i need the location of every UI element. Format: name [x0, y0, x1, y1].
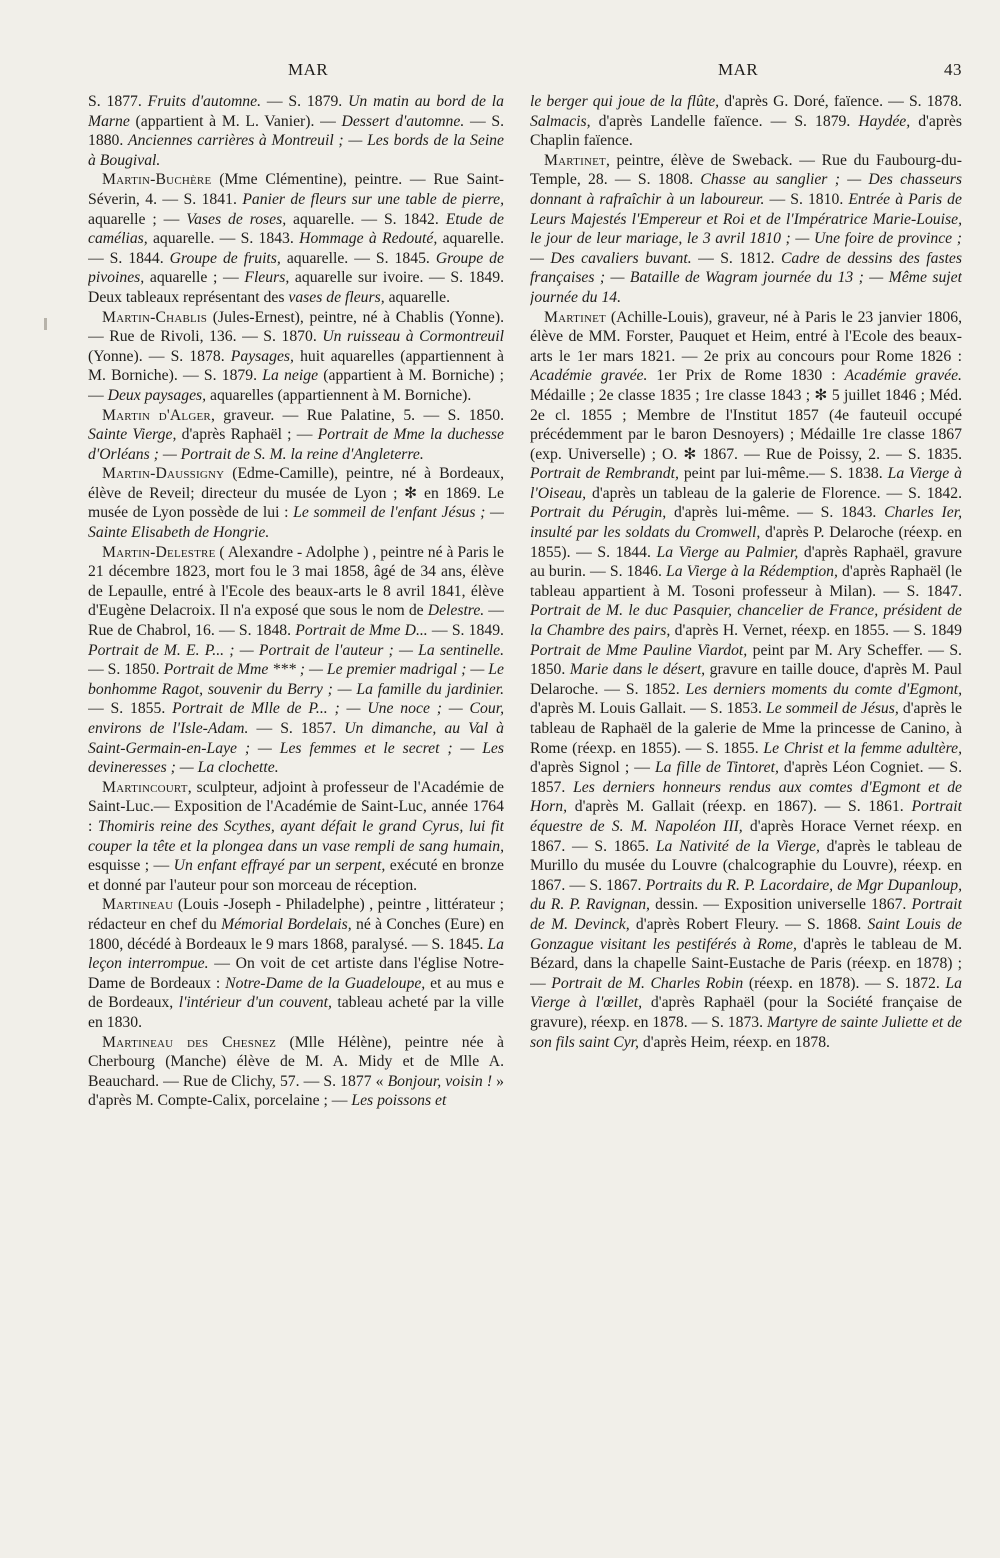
artwork-title: Notre-Dame de la Guadeloupe,	[225, 974, 426, 992]
entry-text: esquisse ; —	[88, 857, 174, 875]
entry-name: Martinet	[544, 151, 606, 169]
entry-name: Martincourt	[102, 778, 188, 796]
entry-text: , peintre, élève de Sweback. — Rue du Faubourg-du-Temple, 28. — S. 1808.	[530, 151, 962, 189]
entry-text: d'après Raphaël, gravure au burin. — S. 1846.	[530, 543, 962, 581]
artwork-title: Entrée à Paris de Leurs Majestés l'Empereur et Roi et de l'Impératrice Marie-Louise, le jour de leur mariage, le 3 avril 1810 ; — Une foire de province ; — Des cavaliers buvant.	[530, 190, 962, 267]
entry-name: Martin-Daussigny	[102, 465, 225, 483]
entry-text: d'après H. Vernet, réexp. en 1855. — S. 1849	[670, 622, 962, 640]
artwork-title: Panier de fleurs sur une table de pierre,	[242, 190, 504, 208]
entry-text: aquarelle sur ivoire. — S. 1849. Deux tableaux représentant des	[88, 269, 504, 306]
entry-text: (Achille-Louis), graveur, né à Paris le 23 janvier 1806, élève de MM. Forster, Pauquet et Heim, entré à l'Ecole des beaux-arts le 1er mars 1821. — 2e prix au concours pour Rome 1826 :	[530, 308, 962, 365]
artwork-title: Portrait de Rembrandt,	[530, 465, 679, 483]
entry-text: d'après Chaplin faïence.	[530, 112, 962, 150]
artwork-title: Portraits du R. P. Lacordaire, de Mgr Dupanloup, du R. P. Ravignan,	[530, 876, 962, 914]
artwork-title: La Vierge au Palmier,	[656, 543, 799, 561]
left-running-head: MAR	[288, 60, 329, 79]
entry-text: peint par lui-même.— S. 1838.	[678, 465, 888, 483]
entry-paragraph	[88, 1033, 504, 1111]
artwork-title: Portrait de Mme la duchesse d'Orléans ; — Portrait de S. M. la reine d'Angleterre.	[88, 426, 504, 463]
entry-text: d'après M. Louis Gallait. — S. 1853.	[530, 700, 766, 718]
entry-text: aquarelle. — S. 1845.	[280, 249, 436, 267]
entry-text: — S. 1812.	[691, 249, 781, 267]
artwork-title: Un dimanche, au Val à Saint-Germain-en-Laye ; — Les femmes et le secret ; — Les devineresses ; — La clochette.	[88, 720, 504, 777]
entry-name: Martin d'Alger	[102, 406, 211, 424]
entry-text: d'après Landelle faïence. — S. 1879.	[590, 112, 859, 130]
entry-text: 1er Prix de Rome 1830 :	[647, 367, 845, 385]
artwork-title: Fleurs,	[244, 269, 290, 287]
entry-text: — S. 1810.	[764, 190, 849, 208]
artwork-title: Delestre.	[427, 602, 485, 620]
artwork-title: Etude de camélias,	[88, 210, 504, 248]
artwork-title: Groupe de fruits,	[169, 249, 281, 267]
entry-text: (Mlle Hélène), peintre née à Cherbourg (Manche) élève de M. A. Midy et de Mlle A. Beauchard. — Rue de Clichy, 57. — S. 1877 «	[88, 1033, 504, 1090]
entry-text: d'après Robert Fleury. — S. 1868.	[629, 915, 868, 933]
entry-text: (Mme Clémentine), peintre. — Rue Saint-Séverin, 4. — S. 1841.	[88, 171, 504, 208]
artwork-title: La Nativité de la Vierge,	[655, 837, 820, 855]
artwork-title: Le sommeil de Jésus,	[765, 700, 899, 718]
artwork-title: Chasse au sanglier ; — Des chasseurs donnant à rafraîchir à un laboureur.	[530, 171, 962, 208]
entry-text: exécuté en bronze et donné par l'auteur pour son morceau de réception.	[88, 857, 504, 894]
entry-text: d'après G. Doré, faïence. — S. 1878.	[719, 93, 962, 110]
artwork-title: Portrait de Mme D...	[295, 622, 428, 640]
artwork-title: Portrait de M. Charles Robin	[551, 974, 744, 992]
entry-text: — S. 1849.	[427, 622, 504, 640]
artwork-title: Deux paysages,	[107, 386, 207, 404]
artwork-title: Un ruisseau à Cormontreuil	[322, 328, 504, 346]
artwork-title: Les derniers moments du comte d'Egmont,	[685, 680, 962, 698]
artwork-title: Portrait de Mme *** ; — Le premier madrigal ; — Le bonhomme Ragot, souvenir du Berry ; — La famille du jardinier.	[88, 661, 504, 698]
artwork-title: le berger qui joue de la flûte,	[530, 93, 720, 110]
artwork-title: Vases de roses,	[186, 210, 287, 228]
entry-text: (Yonne). — S. 1878.	[88, 347, 231, 365]
artwork-title: Haydée,	[858, 112, 911, 130]
artwork-title: Un matin au bord de la Marne	[88, 93, 504, 130]
entry-paragraph	[88, 92, 504, 170]
entry-paragraph	[88, 778, 504, 896]
artwork-title: Bonjour, voisin !	[387, 1072, 493, 1090]
entry-text: ( Alexandre - Adolphe ) , peintre né à Paris le 21 décembre 1823, mort fou le 3 mai 1858, âgé de 34 ans, élève de Lepaulle, entré à l'Ecole des beaux-arts le 8 avril 1841, élève d'Eugène Delacroix. Il n'a exposé que sous le nom de	[88, 543, 504, 620]
artwork-title: Portrait de Mme Pauline Viardot,	[530, 641, 748, 659]
artwork-title: vases de fleurs,	[288, 288, 385, 306]
entry-text: aquarelle.	[384, 288, 450, 306]
entry-name: Martineau des Chesnez	[102, 1033, 277, 1051]
artwork-title: Le sommeil de l'enfant Jésus ; — Sainte Elisabeth de Hongrie.	[88, 504, 504, 542]
entry-text: d'après Léon Cogniet. — S. 1857.	[530, 759, 962, 796]
right-running-head: MAR	[718, 60, 759, 79]
entry-text: aquarelle. — S. 1844.	[88, 230, 504, 267]
entry-text: aquarelle. — S. 1842.	[286, 210, 446, 228]
entry-text: (réexp. en 1878). — S. 1872.	[743, 974, 946, 992]
artwork-title: Paysages,	[230, 347, 294, 365]
entry-text: — S. 1850.	[88, 661, 164, 679]
entry-text: Médaille ; 2e classe 1835 ; 1re classe 1843 ; ✻ 5 juillet 1846 ; Méd. 2e cl. 1855 ; Membre de l'Institut 1857 (4e fauteuil occupé précédemment par le baron Desnoyers) ; Médaille 1re classe 1867 (exp. Universelle) ; O. ✻ 1867. — Rue de Poissy, 2. — S. 1835.	[530, 386, 962, 463]
artwork-title: Le Christ et la femme adultère,	[763, 739, 962, 757]
artwork-title: La leçon interrompue.	[88, 935, 504, 973]
artwork-title: Portrait de M. E. P... ; — Portrait de l'auteur ; — La sentinelle.	[88, 641, 504, 659]
entry-text: » d'après M. Compte-Calix, porcelaine ; —	[88, 1072, 504, 1110]
artwork-title: Un enfant effrayé par un serpent,	[173, 857, 386, 875]
entry-text: aquarelle. — S. 1843.	[147, 230, 300, 248]
artwork-title: Cadre de dessins des fastes françaises ; — Bataille de Wagram journée du 13 ; — Même sujet journée du 14.	[530, 249, 962, 306]
entry-text: — S. 1879.	[261, 93, 349, 110]
artwork-title: Portrait de M. Devinck,	[530, 896, 962, 933]
entry-text: , sculpteur, adjoint à professeur de l'Académie de Saint-Luc.— Exposition de l'Académie de Saint-Luc, année 1764 :	[88, 778, 504, 835]
entry-text: (appartient à M. Borniche) ; —	[88, 367, 504, 404]
artwork-title: Les poissons et	[351, 1092, 447, 1110]
entry-text: et au mus e de Bordeaux,	[88, 974, 504, 1012]
artwork-title: Charles Ier, insulté par les soldats du Cromwell,	[530, 504, 962, 542]
artwork-title: Marie dans le désert,	[569, 661, 706, 679]
entry-text: d'après M. Gallait (réexp. en 1867). — S. 1861.	[567, 798, 912, 816]
page-number: 43	[944, 60, 962, 79]
artwork-title: Saint Louis de Gonzague visitant les pestiférés à Rome,	[530, 915, 962, 953]
right-column	[530, 92, 962, 1522]
entry-text: d'après Raphaël (pour la Société française de gravure), réexp. en 1878. — S. 1873.	[530, 994, 962, 1031]
margin-mark	[44, 318, 47, 330]
artwork-title: La Vierge à l'Oiseau,	[530, 465, 962, 502]
artwork-title: La Vierge à l'œillet,	[530, 974, 962, 1012]
entry-text: (Edme-Camille), peintre, né à Bordeaux, élève de Reveil; directeur du musée de Lyon ; ✻ en 1869. Le musée de Lyon possède de lui :	[88, 465, 504, 522]
artwork-title: Portrait de M. le duc Pasquier, chancelier de France, président de la Chambre des pairs,	[530, 602, 962, 640]
entry-text: d'après P. Delaroche (réexp. en 1855). — S. 1844.	[530, 524, 962, 561]
entry-text: (appartient à M. L. Vanier). —	[129, 112, 342, 130]
entry-text: (Louis -Joseph - Philadelphe) , peintre , littérateur ; rédacteur en chef du	[88, 896, 504, 933]
artwork-title: Fruits d'automne.	[147, 93, 262, 110]
artwork-title: Salmacis,	[530, 112, 591, 130]
entry-text: — S. 1857.	[248, 720, 345, 737]
left-column	[88, 92, 504, 1522]
entry-name: Martin-Delestre	[102, 543, 216, 561]
entry-text: (Jules-Ernest), peintre, né à Chablis (Yonne). — Rue de Rivoli, 136. — S. 1870.	[88, 308, 504, 346]
entry-text: d'après le tableau de M. Bézard, dans la chapelle Saint-Eustache de Paris (réexp. en 1878) ; —	[530, 935, 962, 992]
entry-text: d'après le tableau de Murillo du musée du Louvre (chalcographie du Louvre), réexp. en 1867. — S. 1867.	[530, 837, 962, 894]
entry-name: Martinet	[544, 308, 606, 326]
artwork-title: Portrait équestre de S. M. Napoléon III,	[530, 798, 962, 835]
artwork-title: Académie gravée.	[530, 367, 648, 385]
artwork-title: Les derniers honneurs rendus aux comtes d'Egmont et de Horn,	[530, 778, 962, 816]
artwork-title: La fille de Tintoret,	[654, 759, 779, 777]
entry-text: — S. 1855.	[88, 700, 173, 718]
entry-name: Martin-Buchère	[102, 171, 212, 189]
artwork-title: Académie gravée.	[844, 367, 962, 385]
entry-text: peint par M. Ary Scheffer. — S. 1850.	[530, 641, 962, 679]
entry-text: d'après Heim, réexp. en 1878.	[638, 1033, 830, 1051]
entry-text: d'après Signol ; —	[530, 759, 655, 777]
entry-text: tableau acheté par la ville en 1830.	[88, 994, 504, 1031]
artwork-title: Hommage à Redouté,	[299, 230, 438, 248]
running-header	[88, 60, 962, 86]
artwork-title: l'intérieur d'un couvent,	[178, 994, 332, 1012]
entry-paragraph	[88, 895, 504, 1032]
entry-text: né à Conches (Eure) en 1800, décédé à Bordeaux le 9 mars 1868, paralysé. — S. 1845.	[88, 915, 504, 953]
artwork-title: Sainte Vierge,	[88, 426, 177, 444]
entry-text: d'après Raphaël ; —	[176, 426, 318, 444]
entry-text: S. 1877.	[88, 93, 148, 110]
entry-paragraph	[88, 406, 504, 465]
entry-text: — On voit de cet artiste dans l'église Notre-Dame de Bordeaux :	[88, 955, 504, 992]
artwork-title: Anciennes carrières à Montreuil ; — Les bords de la Seine à Bougival.	[88, 132, 504, 169]
entry-text: aquarelle ; —	[88, 210, 187, 228]
entry-paragraph	[530, 151, 962, 308]
artwork-title: Thomiris reine des Scythes, ayant défait le grand Cyrus, lui fit couper la tête et la plongea dans un vase rempli de sang humain,	[88, 817, 504, 855]
entry-text: — Rue de Chabrol, 16. — S. 1848.	[88, 602, 504, 640]
entry-text: dessin. — Exposition universelle 1867.	[649, 896, 912, 914]
artwork-title: Mémorial Bordelais,	[221, 915, 352, 933]
entry-text: d'après lui-même. — S. 1843.	[666, 504, 885, 522]
entry-text: aquarelles (appartiennent à M. Borniche).	[206, 386, 472, 404]
entry-paragraph	[88, 464, 504, 542]
entry-text: d'après un tableau de la galerie de Florence. — S. 1842.	[586, 484, 962, 502]
artwork-title: Portrait du Pérugin,	[530, 504, 667, 522]
entry-paragraph	[530, 308, 962, 1053]
entry-text: d'après le tableau de Raphaël de la galerie de Mme la princesse de Canino, à Rome (réexp. en 1855). — S. 1855.	[530, 700, 962, 757]
entry-text: — S. 1880.	[88, 112, 504, 150]
entry-paragraph	[88, 543, 504, 778]
artwork-title: Groupe de pivoines,	[88, 249, 504, 287]
artwork-title: Dessert d'automne.	[341, 112, 465, 130]
entry-name: Martineau	[102, 896, 174, 914]
artwork-title: Martyre de sainte Juliette et de son fils saint Cyr,	[530, 1013, 962, 1051]
entry-text: d'après Raphaël (le tableau appartient à M. Tosoni professeur à Milan). — S. 1847.	[530, 563, 962, 600]
entry-text: gravure en taille douce, d'après M. Paul Delaroche. — S. 1852.	[530, 661, 962, 698]
artwork-title: La Vierge à la Rédemption,	[666, 563, 838, 581]
entry-paragraph	[88, 170, 504, 307]
entry-text: huit aquarelles (appartiennent à M. Borniche). — S. 1879.	[88, 347, 504, 385]
entry-text: d'après Horace Vernet réexp. en 1867. — S. 1865.	[530, 817, 962, 855]
entry-paragraph	[88, 308, 504, 406]
entry-text: aquarelle ; —	[144, 269, 245, 287]
entry-paragraph	[530, 92, 962, 151]
artwork-title: La neige	[262, 367, 319, 385]
entry-text: , graveur. — Rue Palatine, 5. — S. 1850.	[210, 406, 504, 424]
entry-name: Martin-Chablis	[102, 308, 208, 326]
artwork-title: Portrait de Mlle de P... ; — Une noce ; — Cour, environs de l'Isle-Adam.	[88, 700, 504, 737]
